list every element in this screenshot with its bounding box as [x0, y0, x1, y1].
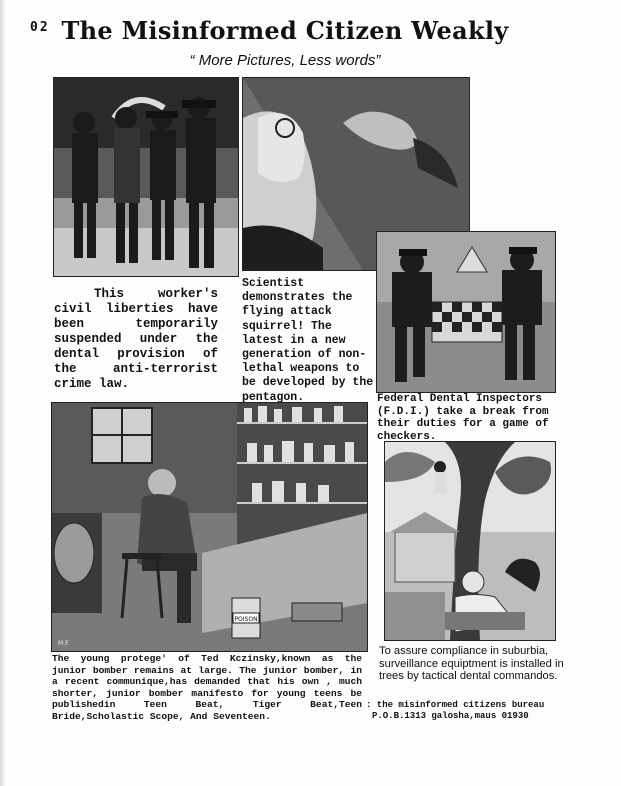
bomber-lab-photo — [51, 402, 368, 652]
protege-caption: The young protege' of Ted Kczinsky,known as the junior bomber remains at large. The junior bomber, in a recent communique,has demanded that his own , much shorter, junior bomber manifesto for young teens be publishedin Teen Beat, Tiger Beat,Teen Bride,Scholastic Scope, And Seventeen. — [52, 653, 362, 722]
arrest-caption: This worker's civil liberties have been temporarily suspended under the dental provision of the anti-terrorist crime law. — [54, 287, 218, 391]
page-edge-shadow — [0, 0, 6, 786]
newsletter-title: The Misinformed Citizen Weakly — [61, 16, 509, 45]
bureau-footer — [366, 700, 566, 722]
poison-bottle-label: POISON — [234, 616, 258, 623]
bureau-address: P.O.B.1313 galosha,maus 01930 — [372, 711, 529, 721]
artist-initials: M.F. — [58, 640, 70, 647]
surveillance-caption: To assure compliance in suburbia, surveillance equiptment is installed in trees by tactical dental commandos. — [379, 645, 564, 683]
inspectors-photo — [376, 231, 556, 393]
scientist-caption: Scientist demonstrates the flying attack squirrel! The latest in a new generation of non-lethal weapons to be developed by the pentagon. — [242, 277, 374, 404]
surveillance-photo — [384, 441, 556, 641]
newsletter-subtitle: “ More Pictures, Less words” — [189, 52, 381, 69]
inspectors-caption: Federal Dental Inspectors (F.D.I.) take a break from their duties for a game of checkers. — [377, 393, 549, 443]
arrest-photo — [53, 77, 239, 277]
bureau-name: : the misinformed citizens bureau — [366, 700, 545, 710]
page-number: 02 — [30, 20, 50, 35]
